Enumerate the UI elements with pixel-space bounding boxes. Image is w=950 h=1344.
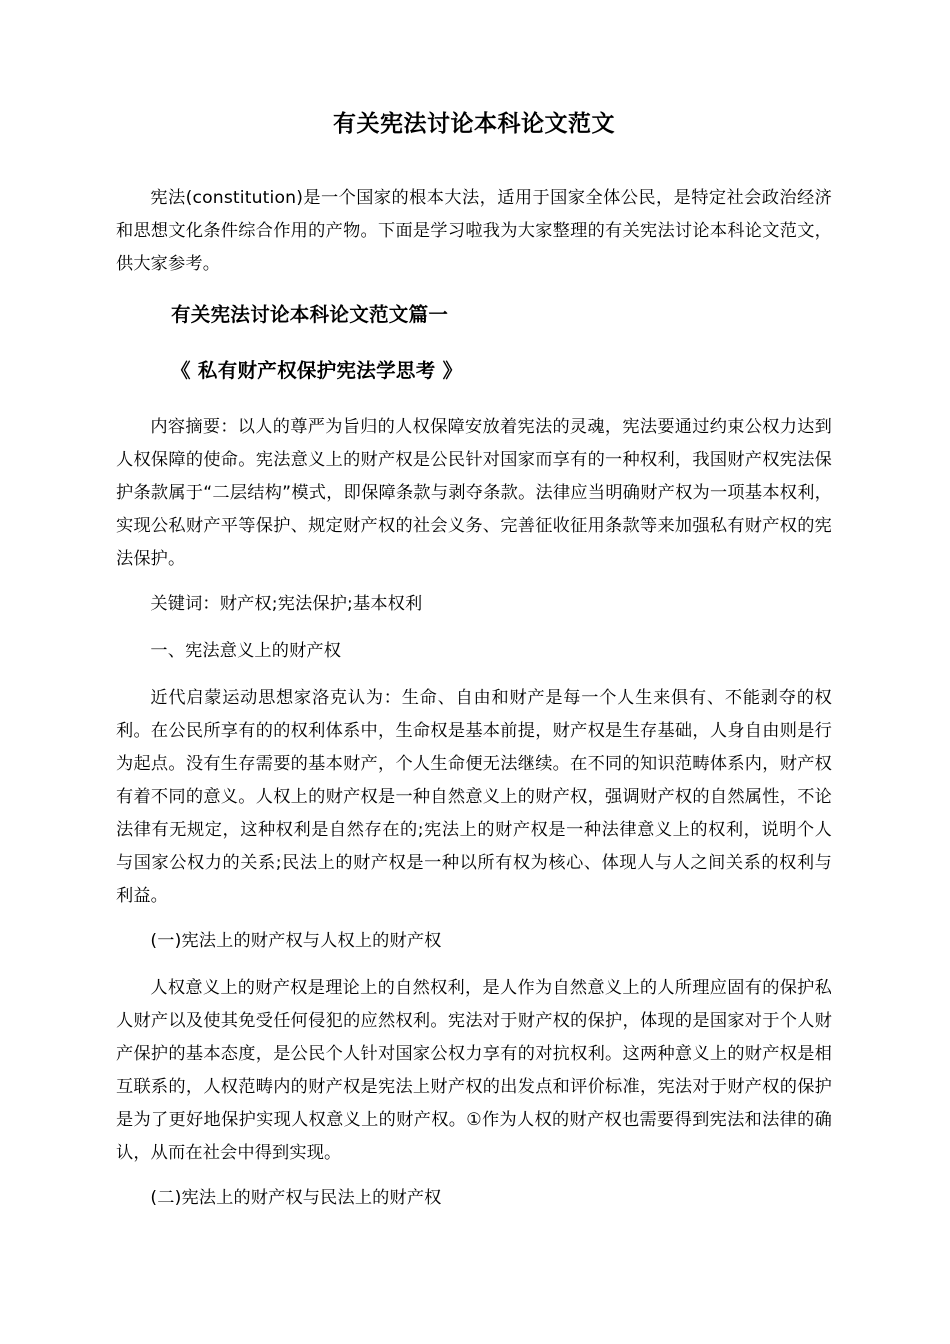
subheading-1: (一)宪法上的财产权与人权上的财产权 — [150, 931, 442, 951]
section-heading: 有关宪法讨论本科论文范文篇一 — [171, 303, 449, 326]
paragraph-2: 人权意义上的财产权是理论上的自然权利，是人作为自然意义上的人所理应固有的保护私人财产以及使其免受任何侵犯的应然权利。宪法对于财产权的保护，体现的是国家对于个人财产保护的基本态度，是公民个人针对国家公权力享有的对抗权利。这两种意义上的财产权是相互联系的，人权范畴内的财产权是宪法上财产权的出发点和评价标准，宪法对于财产权的保护是为了更好地保护实现人权意义上的财产权。①作为人权的财产权也需要得到宪法和法律的确认，从而在社会中得到实现。 — [116, 978, 832, 1163]
abstract-paragraph: 内容摘要：以人的尊严为旨归的人权保障安放着宪法的灵魂，宪法要通过约束公权力达到人权保障的使命。宪法意义上的财产权是公民针对国家而享有的一种权利，我国财产权宪法保护条款属于“二层结构”模式，即保障条款与剥夺条款。法律应当明确财产权为一项基本权利，实现公私财产平等保护、规定财产权的社会义务、完善征收征用条款等来加强私有财产权的宪法保护。 — [116, 417, 832, 569]
heading-1: 一、宪法意义上的财产权 — [150, 641, 342, 661]
subheading-2: (二)宪法上的财产权与民法上的财产权 — [150, 1188, 442, 1208]
document-page — [116, 108, 832, 1229]
paper-title: 《 私有财产权保护宪法学思考 》 — [171, 359, 463, 382]
keywords-line: 关键词：财产权;宪法保护;基本权利 — [150, 594, 423, 614]
intro-paragraph: 宪法(constitution)是一个国家的根本大法，适用于国家全体公民，是特定社会政治经济和思想文化条件综合作用的产物。下面是学习啦我为大家整理的有关宪法讨论本科论文范文，供大家参考。 — [116, 188, 832, 274]
document-title: 有关宪法讨论本科论文范文 — [333, 111, 615, 137]
paragraph-1: 近代启蒙运动思想家洛克认为：生命、自由和财产是每一个人生来俱有、不能剥夺的权利。在公民所享有的的权利体系中，生命权是基本前提，财产权是生存基础，人身自由则是行为起点。没有生存需要的基本财产，个人生命便无法继续。在不同的知识范畴体系内，财产权有着不同的意义。人权上的财产权是一种自然意义上的财产权，强调财产权的自然属性，不论法律有无规定，这种权利是自然存在的;宪法上的财产权是一种法律意义上的权利，说明个人与国家公权力的关系;民法上的财产权是一种以所有权为核心、体现人与人之间关系的权利与利益。 — [116, 688, 832, 906]
